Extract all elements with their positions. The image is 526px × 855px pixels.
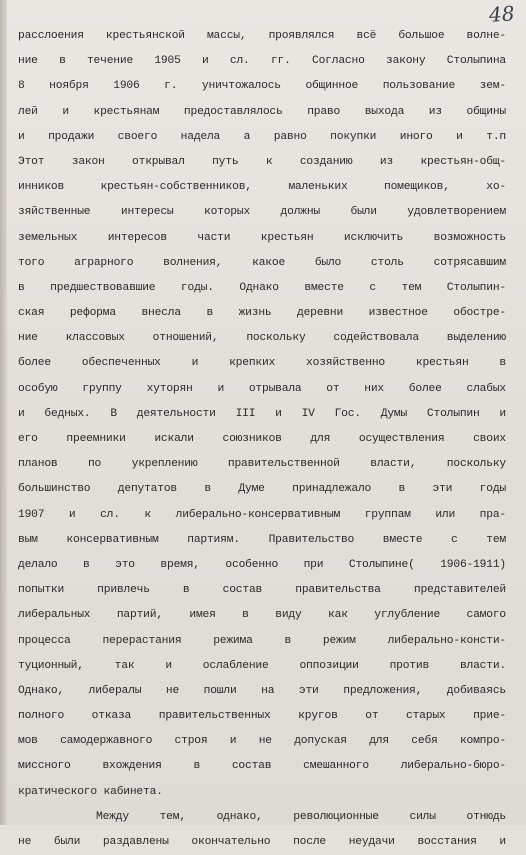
text-line: процесса перерастания режима в режим либерально-консти- <box>18 634 506 647</box>
text-line: кратического кабинета. <box>18 785 163 798</box>
text-line: вым консервативным партиям. Правительство вместе с тем <box>18 533 506 546</box>
text-line: особую группу хуторян и отрывала от них более слабых <box>18 382 506 395</box>
text-line: туционный, так и ослабление оппозиции против власти. <box>18 659 506 672</box>
text-line: 1907 и сл. к либерально-консервативным группам или пра- <box>18 508 506 521</box>
text-line: планов по укреплению правительственной власти, поскольку <box>18 458 506 471</box>
text-line: расслоения крестьянской массы, проявлялся всё большое волне- <box>18 30 506 42</box>
page-number: 48 <box>487 1 515 27</box>
text-line: того аграрного волнения, какое было столь сотрясавшим <box>18 256 506 269</box>
text-line: более обеспеченных и крепких хозяйственно крестьян в <box>18 357 506 370</box>
text-line: не были раздавлены окончательно после неудачи восстания и <box>18 836 506 848</box>
text-line: зяйственные интересы которых должны были удовлетворением <box>18 206 506 219</box>
text-line: полного отказа правительственных кругов от старых прие- <box>18 710 506 723</box>
text-line: земельных интересов части крестьян исключить возможность <box>18 231 506 244</box>
text-line: лей и крестьянам предоставлялось право выхода из общины <box>18 105 506 118</box>
text-line: ние в течение 1905 и сл. гг. Согласно закону Столыпина <box>18 55 506 68</box>
text-line: ская реформа внесла в жизнь деревни известное обостре- <box>18 307 506 320</box>
text-line: в предшествовавшие годы. Однако вместе с тем Столыпин- <box>18 281 506 294</box>
text-line: делало в это время, особенно при Столыпине( 1906-1911) <box>18 558 506 571</box>
text-line-indented: Между тем, однако, революционные силы отнюдь <box>96 810 506 823</box>
text-line: инников крестьян-собственников, маленьких помещиков, хо- <box>18 181 506 194</box>
text-line: и продажи своего надела а равно покупки иного и т.п <box>18 130 506 143</box>
text-line: миссного вхождения в состав смешанного либерально-бюро- <box>18 760 506 773</box>
text-line: мов самодержавного строя и не допуская для себя компро- <box>18 735 506 748</box>
text-line: попытки привлечь в состав правительства представителей <box>18 584 506 597</box>
text-line: 8 ноября 1906 г. уничтожалось общинное пользование зем- <box>18 80 506 93</box>
text-line: большинство депутатов в Думе принадлежало в эти годы <box>18 483 506 496</box>
text-line: Этот закон открывал путь к созданию из крестьян-общ- <box>18 155 506 168</box>
typed-text-body <box>18 24 506 855</box>
text-line: Однако, либералы не пошли на эти предложения, добиваясь <box>18 684 506 697</box>
text-line: его преемники искали союзников для осуществления своих <box>18 433 506 445</box>
text-line: ние классовых отношений, поскольку содействовала выделению <box>18 332 506 345</box>
text-line: либеральных партий, имея в виду как углубление самого <box>18 609 506 622</box>
text-line: и бедных. В деятельности III и IV Гос. Думы Столыпин и <box>18 407 506 420</box>
page-edge-shadow <box>0 0 7 825</box>
